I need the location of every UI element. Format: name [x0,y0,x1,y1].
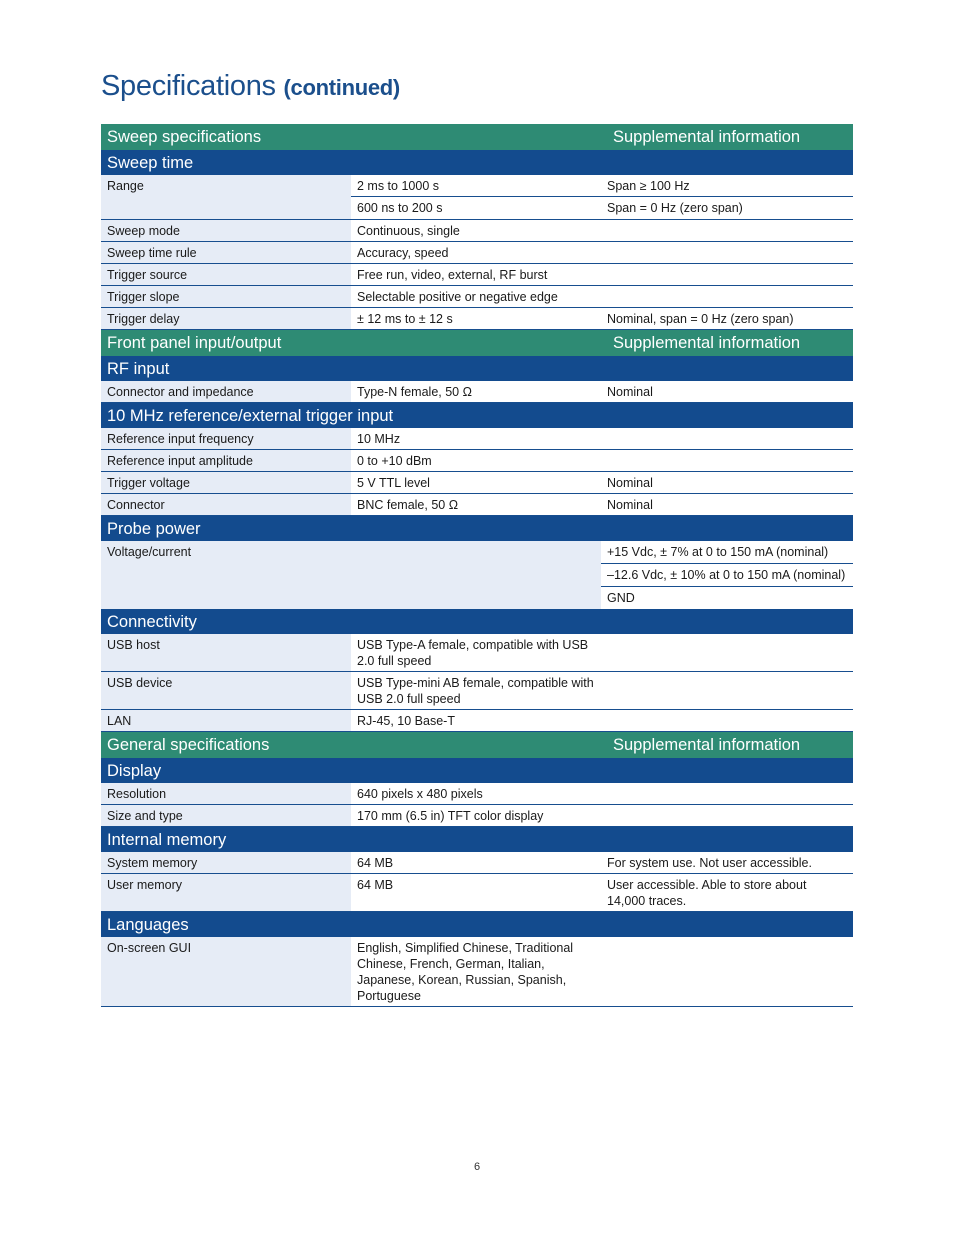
page-number: 6 [473,1161,481,1173]
table-row [101,634,853,672]
table-row-range [101,175,853,220]
table-row [101,672,853,710]
row-value: Continuous, single [351,220,601,242]
row-label: Sweep mode [101,220,351,242]
table-row [101,220,853,242]
row-supplemental [601,428,853,450]
row-value: Type-N female, 50 Ω [351,381,601,403]
row-label: Range [101,175,351,220]
row-value: 640 pixels x 480 pixels [351,783,601,805]
row-label: Trigger voltage [101,472,351,494]
subsection-internal-memory: Internal memory [101,827,853,852]
row-label: Size and type [101,805,351,827]
section-title: General specifications [107,736,270,754]
table-row [101,710,853,732]
row-supplemental: For system use. Not user accessible. [601,852,853,874]
row-value: Free run, video, external, RF burst [351,264,601,286]
row-label: Trigger source [101,264,351,286]
row-value: RJ-45, 10 Base-T [351,710,601,732]
row-supplemental: Nominal [601,494,853,516]
section-title: Sweep specifications [107,128,262,146]
subsection-languages: Languages [101,912,853,937]
row-supplemental: User accessible. Able to store about 14,000 traces. [601,874,853,912]
row-supplemental [601,242,853,264]
row-supplemental [601,783,853,805]
table-row [101,242,853,264]
row-value: Selectable positive or negative edge [351,286,601,308]
table-row [101,852,853,874]
row-supplemental [601,220,853,242]
row-value: 64 MB [351,874,601,912]
subsection-reference-input: 10 MHz reference/external trigger input [101,403,853,428]
row-supplemental [601,634,853,672]
probe-line: –12.6 Vdc, ± 10% at 0 to 150 mA (nominal) [601,564,853,587]
table-row [101,783,853,805]
row-value: USB Type-A female, compatible with USB 2.0 full speed [351,634,601,672]
section-header-front-panel [101,330,853,356]
table-row [101,286,853,308]
table-row [101,937,853,1007]
row-value: English, Simplified Chinese, Traditional Chinese, French, German, Italian, Japanese, Korean, Russian, Spanish, Portuguese [351,937,601,1007]
row-label: On-screen GUI [101,937,351,1007]
row-supplemental [601,286,853,308]
subsection-display: Display [101,758,853,783]
row-supplemental [601,672,853,710]
row-value: 0 to +10 dBm [351,450,601,472]
row-supplemental: Nominal [601,472,853,494]
section-title: Front panel input/output [107,334,282,352]
row-label: Connector [101,494,351,516]
row-label: Trigger slope [101,286,351,308]
table-row [101,264,853,286]
row-value: BNC female, 50 Ω [351,494,601,516]
row-value-empty [351,541,601,609]
row-supplemental [601,805,853,827]
table-row [101,381,853,403]
row-value: 2 ms to 1000 s [351,175,601,197]
row-value: ± 12 ms to ± 12 s [351,308,601,330]
row-value: USB Type-mini AB female, compatible with USB 2.0 full speed [351,672,601,710]
table-row [101,450,853,472]
row-value: 170 mm (6.5 in) TFT color display [351,805,601,827]
table-row [101,308,853,330]
section-header-sweep [101,124,853,150]
spec-table [101,124,853,1007]
row-value: 600 ns to 200 s [351,197,601,220]
row-supplemental [601,264,853,286]
table-row [101,494,853,516]
supplemental-title: Supplemental information [613,736,801,754]
page-title [101,70,400,103]
table-row [101,428,853,450]
subsection-sweep-time: Sweep time [101,150,853,175]
table-row [101,874,853,912]
row-supplemental [601,450,853,472]
row-supplemental: Nominal, span = 0 Hz (zero span) [601,308,853,330]
section-header-general [101,732,853,758]
row-label: System memory [101,852,351,874]
table-row [101,805,853,827]
row-supplemental: Nominal [601,381,853,403]
row-supplemental [601,937,853,1007]
probe-line: +15 Vdc, ± 7% at 0 to 150 mA (nominal) [601,541,853,564]
row-label: LAN [101,710,351,732]
row-label: Connector and impedance [101,381,351,403]
row-label: Reference input frequency [101,428,351,450]
row-label: USB host [101,634,351,672]
subsection-rf-input: RF input [101,356,853,381]
row-label: User memory [101,874,351,912]
row-value: 5 V TTL level [351,472,601,494]
row-supplemental: Span ≥ 100 Hz [601,175,853,197]
probe-line: GND [607,591,635,605]
row-label: Trigger delay [101,308,351,330]
page-title-text: Specifications [101,70,276,102]
row-supplemental [601,710,853,732]
row-value: 10 MHz [351,428,601,450]
row-label: Reference input amplitude [101,450,351,472]
table-row-probe-power [101,541,853,609]
row-value: 64 MB [351,852,601,874]
table-row [101,472,853,494]
supplemental-title: Supplemental information [613,334,801,352]
row-label: Sweep time rule [101,242,351,264]
supplemental-title: Supplemental information [613,128,801,146]
row-label: USB device [101,672,351,710]
row-supplemental: Span = 0 Hz (zero span) [601,197,853,220]
row-label: Voltage/current [101,541,351,609]
subsection-connectivity: Connectivity [101,609,853,634]
row-value: Accuracy, speed [351,242,601,264]
page-title-suffix: (continued) [283,75,400,100]
row-label: Resolution [101,783,351,805]
subsection-probe-power: Probe power [101,516,853,541]
